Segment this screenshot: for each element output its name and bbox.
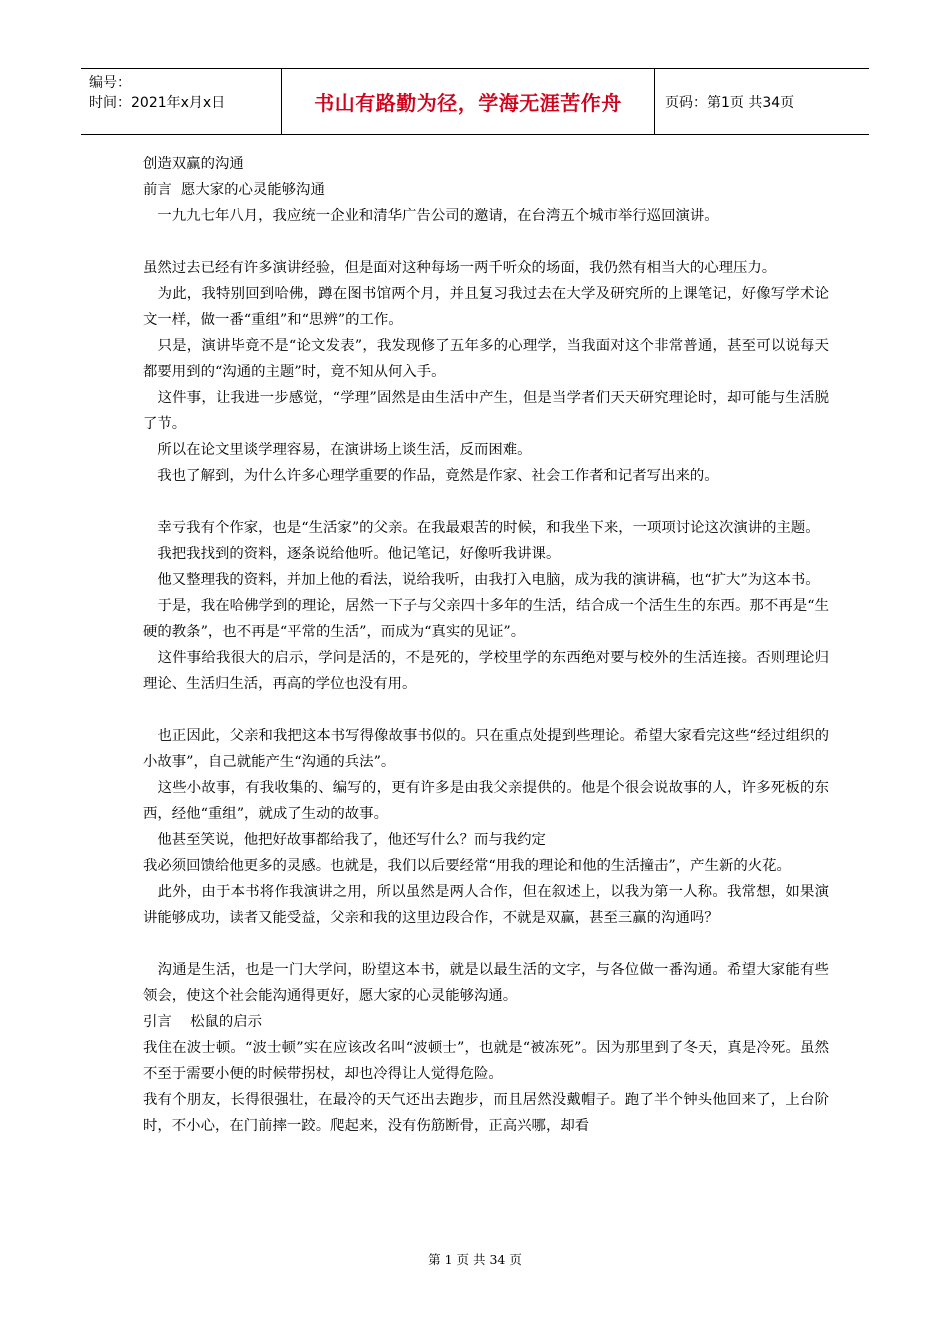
- blank-line: [143, 931, 829, 957]
- blank-line: [143, 697, 829, 723]
- body-paragraph: 所以在论文里谈学理容易，在演讲场上谈生活，反而困难。: [143, 442, 532, 458]
- body-paragraph: 此外，由于本书将作我演讲之用，所以虽然是两人合作，但在叙述上，以我为第一人称。我常想，如果演讲能够成功，读者又能受益，父亲和我的这里边段合作，不就是双赢，甚至三赢的沟通吗？: [143, 884, 829, 926]
- header-page-info: 页码：第1页 共34页: [665, 94, 795, 111]
- header-motto: 书山有路勤为径，学海无涯苦作舟: [282, 69, 655, 134]
- body-paragraph: 也正因此，父亲和我把这本书写得像故事书似的。只在重点处提到些理论。希望大家看完这些“经过组织的小故事”，自己就能产生“沟通的兵法”。: [143, 728, 829, 770]
- body-paragraph: 为此，我特别回到哈佛，蹲在图书馆两个月，并且复习我过去在大学及研究所的上课笔记，好像写学术论文一样，做一番“重组”和“思辨”的工作。: [143, 286, 829, 328]
- body-paragraph: 于是，我在哈佛学到的理论，居然一下子与父亲四十多年的生活，结合成一个活生生的东西。那不再是“生硬的教条”，也不再是“平常的生活”，而成为“真实的见证”。: [143, 598, 829, 640]
- body-paragraph: 这件事给我很大的启示，学问是活的，不是死的，学校里学的东西绝对要与校外的生活连接。否则理论归理论、生活归生活，再高的学位也没有用。: [143, 650, 829, 692]
- body-paragraph: 我也了解到，为什么许多心理学重要的作品，竟然是作家、社会工作者和记者写出来的。: [143, 468, 719, 484]
- body-paragraph: 他又整理我的资料，并加上他的看法，说给我听，由我打入电脑，成为我的演讲稿，也“扩大”为这本书。: [143, 572, 820, 588]
- body-paragraph: 前言 愿大家的心灵能够沟通: [143, 182, 325, 198]
- body-paragraph: 这些小故事，有我收集的、编写的，更有许多是由我父亲提供的。他是个很会说故事的人，许多死板的东西，经他“重组”，就成了生动的故事。: [143, 780, 829, 822]
- header-meta: [81, 69, 282, 134]
- body-paragraph: 这件事，让我进一步感觉，“学理”固然是由生活中产生，但是当学者们天天研究理论时，却可能与生活脱了节。: [143, 390, 829, 432]
- body-paragraph: 幸亏我有个作家，也是“生活家”的父亲。在我最艰苦的时候，和我坐下来，一项项讨论这次演讲的主题。: [143, 520, 820, 536]
- body-paragraph: 创造双赢的沟通: [143, 156, 244, 172]
- header-number-label: 编号：: [89, 75, 131, 91]
- header-time-label: 时间：2021年x月x日: [89, 95, 226, 111]
- body-paragraph: 他甚至笑说，他把好故事都给我了，他还写什么？而与我约定: [143, 832, 546, 848]
- body-paragraph: 沟通是生活，也是一门大学问，盼望这本书，就是以最生活的文字，与各位做一番沟通。希望大家能有些领会，使这个社会能沟通得更好，愿大家的心灵能够沟通。: [143, 962, 829, 1004]
- body-paragraph: 虽然过去已经有许多演讲经验，但是面对这种每场一两千听众的场面，我仍然有相当大的心理压力。: [143, 260, 777, 276]
- body-paragraph: 只是，演讲毕竟不是“论文发表”，我发现修了五年多的心理学，当我面对这个非常普通，甚至可以说每天都要用到的“沟通的主题”时，竟不知从何入手。: [143, 338, 829, 380]
- body-paragraph: 我必须回馈给他更多的灵感。也就是，我们以后要经常“用我的理论和他的生活撞击”，产生新的火花。: [143, 858, 791, 874]
- page-footer: 第 1 页 共 34 页: [428, 1252, 522, 1267]
- body-paragraph: 我把我找到的资料，逐条说给他听。他记笔记，好像听我讲课。: [143, 546, 561, 562]
- document-body: [143, 151, 829, 1139]
- page-header: [81, 68, 869, 135]
- blank-line: [143, 229, 829, 255]
- body-paragraph: 我有个朋友，长得很强壮，在最冷的天气还出去跑步，而且居然没戴帽子。跑了半个钟头他回来了，上台阶时，不小心，在门前摔一跤。爬起来，没有伤筋断骨，正高兴哪，却看: [143, 1092, 829, 1134]
- body-paragraph: 一九九七年八月，我应统一企业和清华广告公司的邀请，在台湾五个城市举行巡回演讲。: [143, 208, 719, 224]
- body-paragraph: 引言 松鼠的启示: [143, 1014, 263, 1030]
- blank-line: [143, 489, 829, 515]
- body-paragraph: 我住在波士顿。“波士顿”实在应该改名叫“波顿士”，也就是“被冻死”。因为那里到了冬天，真是冷死。虽然不至于需要小便的时候带拐杖，却也冷得让人觉得危险。: [143, 1040, 829, 1082]
